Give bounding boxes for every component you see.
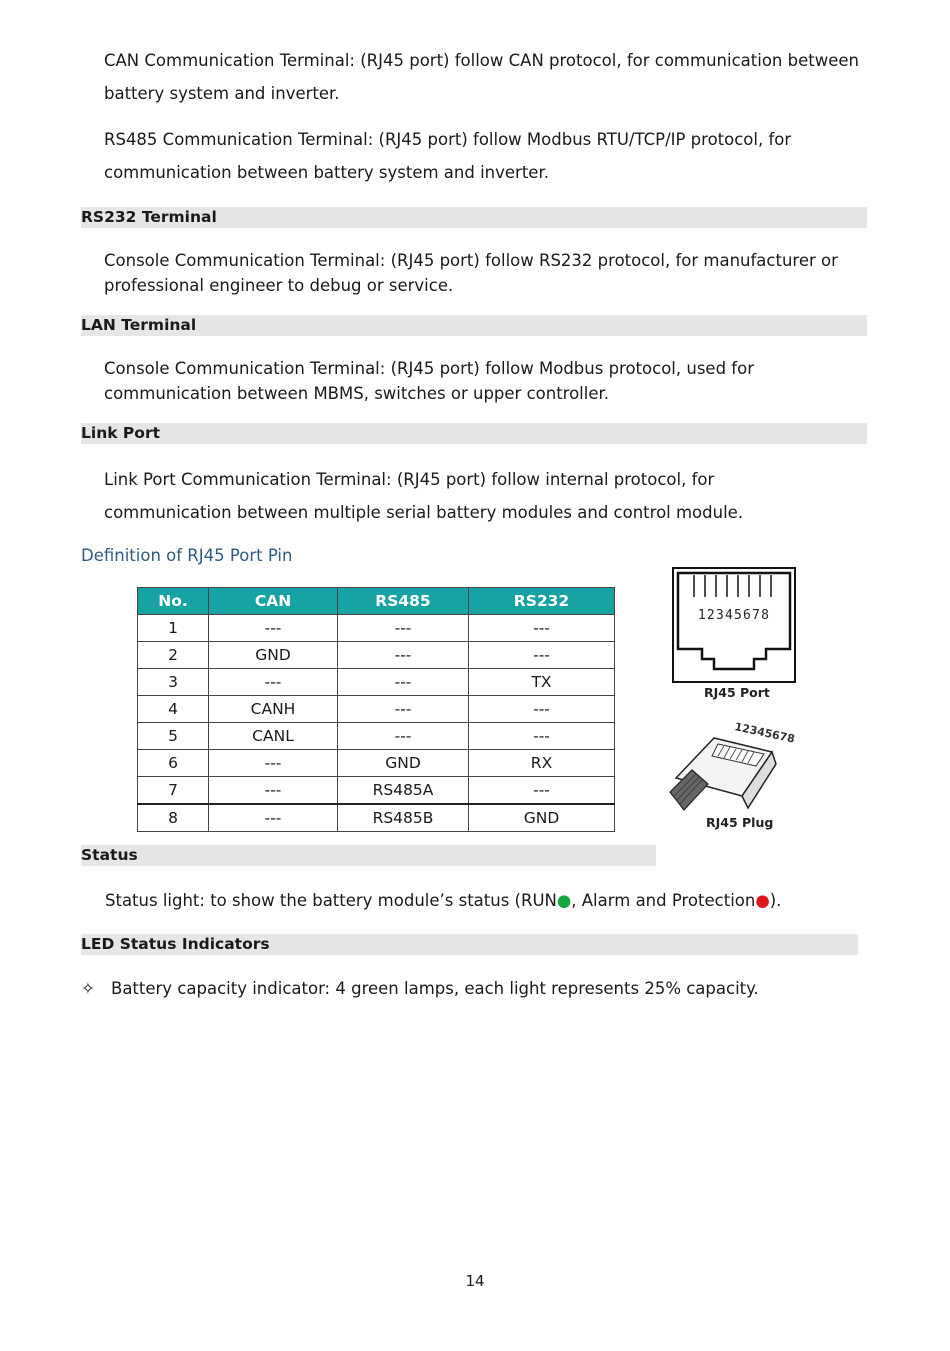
header-no: No. — [138, 588, 209, 615]
pin-definition-title: Definition of RJ45 Port Pin — [81, 546, 293, 565]
table-header-row — [138, 588, 615, 615]
table-cell: 1 — [138, 615, 209, 642]
bullet-diamond-icon: ✧ — [81, 979, 95, 998]
table-row — [138, 750, 615, 777]
lan-text: Console Communication Terminal: (RJ45 port) follow Modbus protocol, used for communication between MBMS, switches or upper controller. — [104, 359, 754, 403]
led-status-heading: LED Status Indicators — [81, 934, 858, 955]
rs232-text: Console Communication Terminal: (RJ45 port) follow RS232 protocol, for manufacturer or professional engineer to debug or service. — [104, 251, 838, 295]
table-cell: 7 — [138, 777, 209, 805]
status-text-middle: , Alarm and Protection — [571, 891, 756, 910]
table-cell: 3 — [138, 669, 209, 696]
header-rs232: RS232 — [469, 588, 615, 615]
rj45-plug-illustration — [668, 718, 796, 818]
header-can: CAN — [209, 588, 338, 615]
table-cell: --- — [469, 615, 615, 642]
table-row — [138, 669, 615, 696]
link-port-text: Link Port Communication Terminal: (RJ45 port) follow internal protocol, for communication between multiple serial battery modules and control module. — [104, 470, 744, 522]
table-cell: --- — [209, 777, 338, 805]
table-cell: CANL — [209, 723, 338, 750]
pin-table — [137, 587, 615, 832]
table-row — [138, 804, 615, 832]
page-number: 14 — [465, 1272, 485, 1290]
status-text — [105, 889, 875, 913]
rj45-port-illustration — [672, 567, 796, 683]
table-cell: --- — [469, 777, 615, 805]
status-text-start: Status light: to show the battery module’s status (RUN — [105, 891, 557, 910]
plug-pin-numbers: 12345678 — [733, 720, 796, 746]
table-cell: --- — [469, 642, 615, 669]
link-port-heading: Link Port — [81, 423, 867, 444]
status-text-end: ). — [769, 891, 782, 910]
table-cell: --- — [338, 615, 469, 642]
table-cell: GND — [338, 750, 469, 777]
table-cell: 4 — [138, 696, 209, 723]
table-cell: --- — [338, 723, 469, 750]
rj45-plug-label: RJ45 Plug — [706, 815, 774, 830]
can-terminal-text: CAN Communication Terminal: (RJ45 port) follow CAN protocol, for communication between battery system and inverter. — [104, 51, 859, 103]
table-cell: --- — [209, 669, 338, 696]
protection-dot-icon: ● — [755, 891, 770, 910]
table-cell: 5 — [138, 723, 209, 750]
table-cell: --- — [209, 804, 338, 832]
table-cell: 2 — [138, 642, 209, 669]
table-cell: --- — [338, 696, 469, 723]
table-cell: TX — [469, 669, 615, 696]
table-cell: CANH — [209, 696, 338, 723]
capacity-indicator-text: Battery capacity indicator: 4 green lamps, each light represents 25% capacity. — [111, 979, 759, 998]
table-row — [138, 615, 615, 642]
table-cell: 8 — [138, 804, 209, 832]
table-row — [138, 777, 615, 805]
status-heading: Status — [81, 845, 656, 866]
capacity-indicator-item — [81, 979, 759, 998]
table-cell: RX — [469, 750, 615, 777]
table-cell: --- — [338, 642, 469, 669]
table-cell: GND — [209, 642, 338, 669]
table-cell: RS485B — [338, 804, 469, 832]
rs232-heading: RS232 Terminal — [81, 207, 867, 228]
table-row — [138, 642, 615, 669]
header-rs485: RS485 — [338, 588, 469, 615]
table-cell: --- — [338, 669, 469, 696]
rj45-port-label: RJ45 Port — [704, 685, 770, 700]
table-cell: 6 — [138, 750, 209, 777]
table-cell: GND — [469, 804, 615, 832]
lan-heading: LAN Terminal — [81, 315, 867, 336]
table-cell: --- — [469, 696, 615, 723]
table-cell: RS485A — [338, 777, 469, 805]
table-cell: --- — [209, 750, 338, 777]
table-cell: --- — [469, 723, 615, 750]
table-row — [138, 696, 615, 723]
run-dot-icon: ● — [556, 891, 572, 910]
rs485-terminal-text: RS485 Communication Terminal: (RJ45 port) follow Modbus RTU/TCP/IP protocol, for communication between battery system and inverter. — [104, 130, 792, 182]
table-cell: --- — [209, 615, 338, 642]
table-row — [138, 723, 615, 750]
port-pin-numbers: 12345678 — [697, 608, 771, 623]
